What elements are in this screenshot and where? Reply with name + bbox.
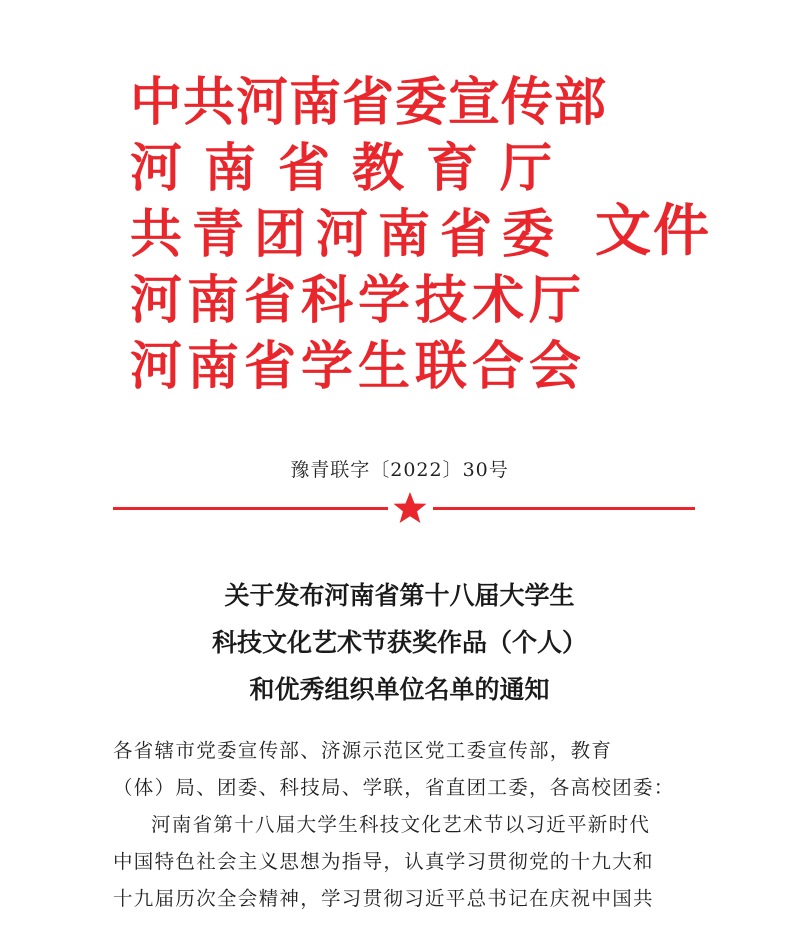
star-icon bbox=[392, 490, 428, 526]
body-line: 各省辖市党委宣传部、济源示范区党工委宣传部，教育 bbox=[113, 739, 613, 762]
org-propaganda-dept: 中共河南省委宣传部 bbox=[130, 72, 608, 133]
org-education-dept: 河南省教育厅 bbox=[130, 138, 575, 199]
title-line: 关于发布河南省第十八届大学生 bbox=[224, 581, 575, 610]
org-student-union: 河南省学生联合会 bbox=[130, 336, 587, 397]
title-line: 科技文化艺术节获奖作品（个人） bbox=[211, 628, 587, 657]
divider-line-left bbox=[113, 507, 388, 510]
body-line: 中国特色社会主义思想为指导，认真学习贯彻党的十九大和 bbox=[113, 850, 654, 873]
org-youth-league: 共青团河南省委 bbox=[130, 204, 565, 265]
divider-line-right bbox=[433, 507, 695, 510]
body-line: 河南省第十八届大学生科技文化艺术节以习近平新时代 bbox=[151, 813, 651, 836]
title-line: 和优秀组织单位名单的通知 bbox=[249, 675, 550, 704]
body-line: （体）局、团委、科技局、学联，省直团工委，各高校团委： bbox=[113, 776, 675, 799]
document-number: 豫青联字〔2022〕30号 bbox=[290, 459, 509, 481]
notice-body bbox=[113, 732, 713, 917]
document-word: 文件 bbox=[595, 198, 711, 264]
org-science-tech-dept: 河南省科学技术厅 bbox=[130, 270, 587, 331]
notice-title bbox=[0, 572, 799, 713]
body-line: 十九届历次全会精神，学习贯彻习近平总书记在庆祝中国共 bbox=[113, 887, 654, 910]
